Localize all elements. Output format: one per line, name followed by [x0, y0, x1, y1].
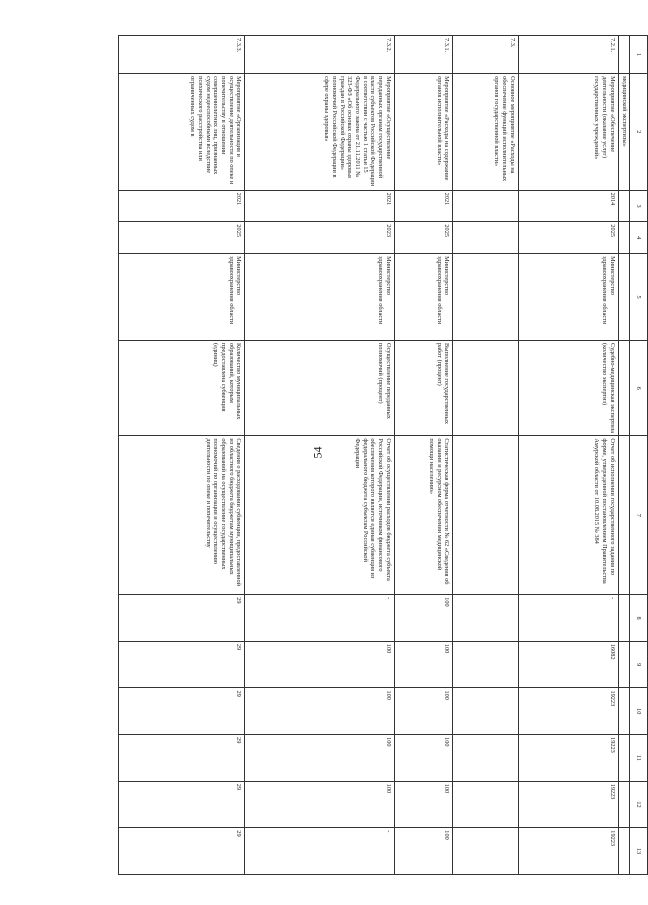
page-number: 54	[310, 446, 325, 459]
indicator: Количество муниципальных образований, которым предоставлена субвенция (единиц)	[119, 341, 245, 436]
value-col11: 29	[119, 735, 245, 782]
empty-cell	[618, 222, 630, 254]
value-col10	[453, 688, 518, 735]
activity-name: Основное мероприятие «Расходы на обеспечение функций исполнительных органов государственной власти»	[453, 74, 518, 191]
table-row	[518, 36, 618, 875]
executor: Министерство здравоохранения области	[394, 254, 453, 341]
value-col8: 29	[119, 595, 245, 642]
value-col8	[453, 595, 518, 642]
value-col13: 29	[119, 828, 245, 875]
value-col13	[453, 828, 518, 875]
executor	[453, 254, 518, 341]
activity-name: Мероприятие «Расходы на содержание органов исполнительной власти»	[394, 74, 453, 191]
value-col9	[453, 641, 518, 688]
empty-cell	[618, 688, 630, 735]
executor: Министерство здравоохранения области	[245, 254, 394, 341]
activity-name: Мероприятие «Организация и осуществление деятельности по опеке и попечительству в отношении совершеннолетних лиц, признанных судом недееспособными вследствие психического расстройства или ограниченных судом в	[119, 74, 245, 191]
empty-cell	[618, 595, 630, 642]
header-cell: 1	[630, 36, 648, 74]
indicator: Осуществление переданных полномочий (процент)	[245, 341, 394, 436]
data-source: Отчет об осуществлении расходов бюджета субъекта Российской Федерации, источником финансового обеспечения которого является единая субвенция из федерального бюджета субъектам Российской Федерации	[245, 436, 394, 595]
empty-cell	[618, 436, 630, 595]
value-col11: 100	[245, 735, 394, 782]
value-col8: -	[245, 595, 394, 642]
row-number: 7.2.1.	[518, 36, 618, 74]
value-col12: 100	[394, 781, 453, 828]
row-number: 7.3.3.	[119, 36, 245, 74]
start-year: 2014	[518, 190, 618, 222]
header-cell: 5	[630, 254, 648, 341]
header-cell: 7	[630, 436, 648, 595]
table-row	[453, 36, 518, 875]
value-col9: 29	[119, 641, 245, 688]
value-col13: -	[245, 828, 394, 875]
end-year: 2025	[394, 222, 453, 254]
value-col12: 100	[245, 781, 394, 828]
value-col13: 19223	[518, 828, 618, 875]
table-row	[119, 36, 245, 875]
value-col9: 100	[394, 641, 453, 688]
header-cell: 12	[630, 781, 648, 828]
value-col12: 19223	[518, 781, 618, 828]
row-number: 7.3.1.	[394, 36, 453, 74]
empty-cell	[618, 254, 630, 341]
start-year: 2021	[394, 190, 453, 222]
end-year: 2025	[119, 222, 245, 254]
header-cell: 6	[630, 341, 648, 436]
header-cell: 2	[630, 74, 648, 191]
start-year: 2021	[245, 190, 394, 222]
header-cell: 3	[630, 190, 648, 222]
empty-cell	[618, 828, 630, 875]
empty-cell	[618, 781, 630, 828]
value-col10: 19223	[518, 688, 618, 735]
value-col11: 19223	[518, 735, 618, 782]
data-source: Сведения о расходовании субвенции, предоставленной из областного бюджета бюджетам муниципальных образований на осуществление государственных полномочий по организации и осуществлению деятельности по опеке и попечительству	[119, 436, 245, 595]
header-cell: 9	[630, 641, 648, 688]
start-year: 2021	[119, 190, 245, 222]
header-cell: 4	[630, 222, 648, 254]
continuation-row	[618, 36, 630, 875]
activity-name: Мероприятие «Обеспечение деятельности (оказание услуг) государственных учреждений»	[518, 74, 618, 191]
activity-name: Мероприятие «Осуществление переданных органам государственной власти субъектов Российской Федерации в соответствии с частью 1 статьи 15 Федерального закона от 21.11.2011 № 323-ФЗ «Об основах охраны здоровья граждан в Российской Федерации» полномочий Российской Федерации в сфере охраны здоровья»	[245, 74, 394, 191]
end-year: 2025	[518, 222, 618, 254]
empty-cell	[618, 735, 630, 782]
data-source: Отчет об исполнении государственного задания по форме, утвержденной постановлением Правительства Амурской области от 10.08.2015 № 384	[518, 436, 618, 595]
header-cell: 8	[630, 595, 648, 642]
data-source	[453, 436, 518, 595]
value-col9: 16082	[518, 641, 618, 688]
end-year	[453, 222, 518, 254]
value-col12: 29	[119, 781, 245, 828]
empty-cell	[618, 36, 630, 74]
program-table	[105, 35, 648, 875]
indicator: Судебно-медицинская экспертиза (количество экспертиз)	[518, 341, 618, 436]
empty-cell	[618, 190, 630, 222]
value-col8: 100	[394, 595, 453, 642]
header-cell: 13	[630, 828, 648, 875]
value-col12	[453, 781, 518, 828]
header-cell: 10	[630, 688, 648, 735]
end-year: 2023	[245, 222, 394, 254]
continuation-text: медицинской экспертизы»	[618, 74, 630, 191]
executor: Министерство здравоохранения области	[518, 254, 618, 341]
value-col11	[453, 735, 518, 782]
value-col10: 29	[119, 688, 245, 735]
row-number: 7.3.	[453, 36, 518, 74]
empty-cell	[618, 641, 630, 688]
executor: Министерство здравоохранения области	[119, 254, 245, 341]
indicator	[453, 341, 518, 436]
value-col10: 100	[245, 688, 394, 735]
value-col9: 100	[245, 641, 394, 688]
empty-cell	[618, 341, 630, 436]
header-cell: 11	[630, 735, 648, 782]
data-source: Статистическая форма отчетности № 62 «Сведения об оказании и ресурсном обеспечении медицинской помощи населению»	[394, 436, 453, 595]
indicator: Выполнение государственных работ (процент)	[394, 341, 453, 436]
row-number: 7.3.2.	[245, 36, 394, 74]
start-year	[453, 190, 518, 222]
table-row	[394, 36, 453, 875]
value-col8: -	[518, 595, 618, 642]
header-row	[630, 36, 648, 875]
value-col10: 100	[394, 688, 453, 735]
table-row	[245, 36, 394, 875]
value-col11: 100	[394, 735, 453, 782]
value-col13: 100	[394, 828, 453, 875]
